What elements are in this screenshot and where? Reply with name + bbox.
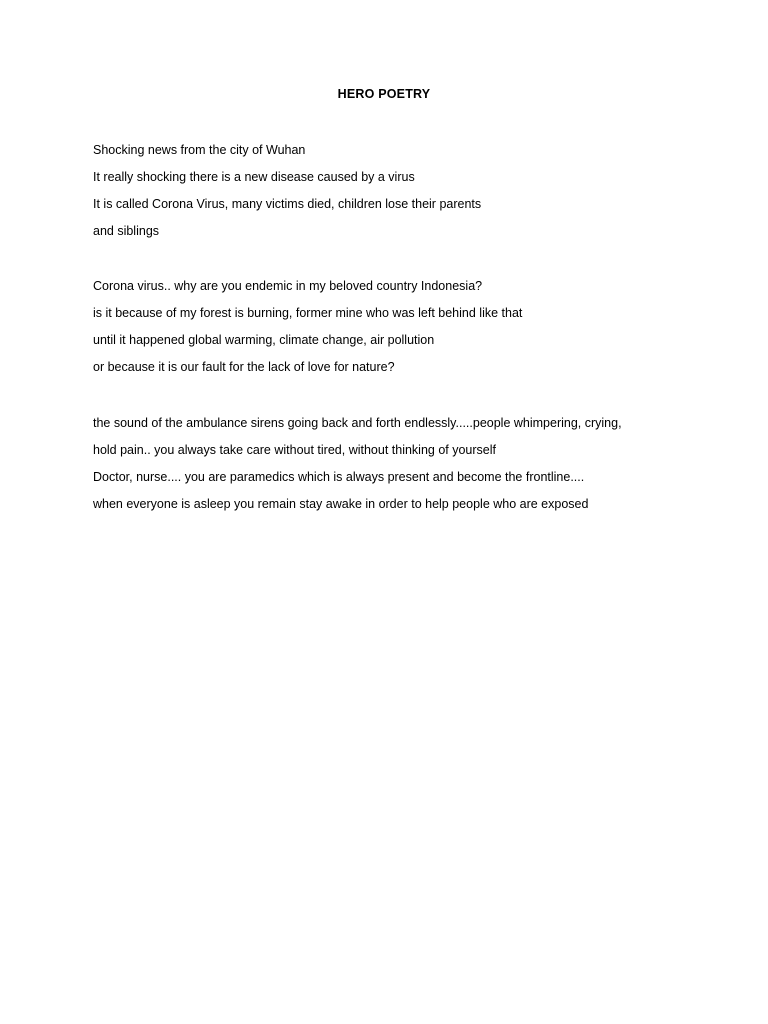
poem-line: hold pain.. you always take care without tired, without thinking of yourself (93, 443, 496, 457)
page-title: HERO POETRY (337, 87, 431, 101)
poem-line: and siblings (93, 224, 160, 238)
poem-stanza-1 (93, 137, 733, 245)
poem-line: Doctor, nurse.... you are paramedics which is always present and become the frontline.... (93, 470, 585, 484)
poem-line: It really shocking there is a new disease caused by a virus (93, 170, 415, 184)
poem-stanza-3 (93, 410, 733, 518)
poem-line: Corona virus.. why are you endemic in my beloved country Indonesia? (93, 279, 483, 293)
poem-stanza-2 (93, 273, 733, 381)
poem-line: or because it is our fault for the lack of love for nature? (93, 360, 395, 374)
poem-line: the sound of the ambulance sirens going back and forth endlessly.....people whimpering, crying, (93, 416, 622, 430)
poem-line: It is called Corona Virus, many victims died, children lose their parents (93, 197, 482, 211)
poem-line: until it happened global warming, climate change, air pollution (93, 333, 435, 347)
poem-line: is it because of my forest is burning, former mine who was left behind like that (93, 306, 523, 320)
poem-line: when everyone is asleep you remain stay awake in order to help people who are exposed (93, 497, 589, 511)
poem-line: Shocking news from the city of Wuhan (93, 143, 306, 157)
